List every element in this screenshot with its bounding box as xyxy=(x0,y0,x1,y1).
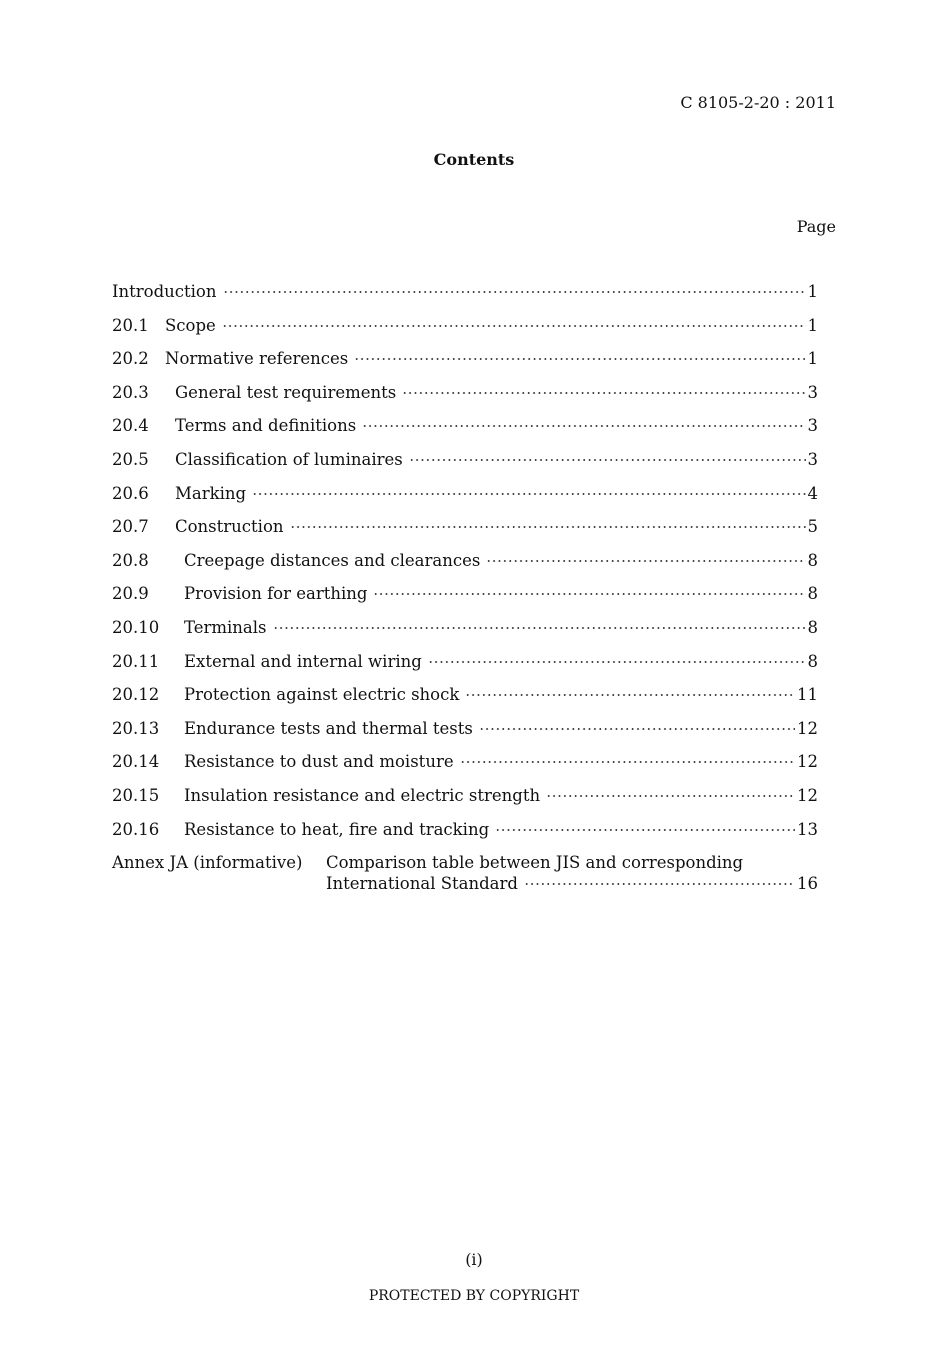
section-number: 20.13 xyxy=(112,718,160,738)
dot-leader xyxy=(252,489,805,499)
page-number: 1 xyxy=(807,349,818,369)
page-folio: (i) xyxy=(465,1250,483,1269)
page-number: 8 xyxy=(807,617,818,637)
section-number: 20.3 xyxy=(112,382,149,402)
standard-number: C 8105-2-20 : 2011 xyxy=(680,93,836,112)
section-number: 20.2 xyxy=(112,349,149,369)
page-number: 12 xyxy=(797,752,818,772)
section-title: Creepage distances and clearances xyxy=(184,550,481,570)
toc-entry[interactable] xyxy=(112,450,818,484)
section-title: External and internal wiring xyxy=(184,651,422,671)
toc-entry[interactable] xyxy=(112,282,818,316)
section-number: 20.7 xyxy=(112,517,149,537)
dot-leader xyxy=(223,287,806,297)
page-number: 12 xyxy=(797,785,818,805)
toc-entry[interactable] xyxy=(112,517,818,551)
toc-entry[interactable] xyxy=(112,349,818,383)
section-number: 20.10 xyxy=(112,617,160,637)
table-of-contents xyxy=(112,282,818,893)
toc-entry[interactable] xyxy=(112,786,818,820)
section-title: Resistance to dust and moisture xyxy=(184,752,454,772)
copyright-notice: PROTECTED BY COPYRIGHT xyxy=(368,1288,580,1304)
section-title: Endurance tests and thermal tests xyxy=(184,718,473,738)
dot-leader xyxy=(273,623,806,633)
dot-leader xyxy=(486,556,805,566)
section-number: 20.16 xyxy=(112,819,160,839)
page-number: 12 xyxy=(797,718,818,738)
toc-entry[interactable] xyxy=(112,652,818,686)
toc-entry[interactable] xyxy=(112,584,818,618)
page-number: 3 xyxy=(807,382,818,402)
section-title: Introduction xyxy=(112,282,217,301)
toc-entry[interactable] xyxy=(112,484,818,518)
dot-leader xyxy=(402,388,805,398)
page-number: 8 xyxy=(807,550,818,570)
toc-entry[interactable] xyxy=(112,618,818,652)
page-number: 8 xyxy=(807,651,818,671)
dot-leader xyxy=(546,791,795,801)
page-number: 16 xyxy=(797,874,818,894)
section-title: Resistance to heat, fire and tracking xyxy=(184,819,490,839)
toc-entry[interactable] xyxy=(112,685,818,719)
dot-leader xyxy=(354,354,805,364)
section-title: General test requirements xyxy=(175,382,397,402)
page-number: 8 xyxy=(807,584,818,604)
page-number: 1 xyxy=(807,282,818,301)
page-number: 3 xyxy=(807,416,818,436)
section-title: Insulation resistance and electric strength xyxy=(184,785,541,805)
toc-entry[interactable] xyxy=(112,719,818,753)
section-number: 20.11 xyxy=(112,651,160,671)
section-number: 20.8 xyxy=(112,550,149,570)
page-number: 3 xyxy=(807,449,818,469)
dot-leader xyxy=(222,321,806,331)
section-number: 20.4 xyxy=(112,416,149,436)
section-title: Scope xyxy=(165,315,216,335)
toc-entry[interactable] xyxy=(112,416,818,450)
dot-leader xyxy=(465,690,795,700)
section-number: 20.12 xyxy=(112,685,160,705)
page-column-label: Page xyxy=(796,217,836,236)
dot-leader xyxy=(479,724,795,734)
dot-leader xyxy=(524,879,795,889)
page-title: Contents xyxy=(433,150,515,169)
annex-label: Annex JA (informative) xyxy=(112,853,303,873)
section-number: 20.15 xyxy=(112,785,160,805)
section-number: 20.1 xyxy=(112,315,149,335)
page-number: 5 xyxy=(807,517,818,537)
toc-entry[interactable] xyxy=(112,551,818,585)
toc-entry-annex[interactable] xyxy=(112,853,818,893)
page-number: 13 xyxy=(797,819,818,839)
toc-entry[interactable] xyxy=(112,820,818,854)
section-title: Normative references xyxy=(165,349,349,369)
dot-leader xyxy=(373,589,805,599)
section-title: Terms and definitions xyxy=(175,416,357,436)
dot-leader xyxy=(409,455,806,465)
dot-leader xyxy=(290,522,806,532)
dot-leader xyxy=(428,657,806,667)
section-title: Construction xyxy=(175,517,284,537)
section-title: Marking xyxy=(175,483,247,503)
toc-entry[interactable] xyxy=(112,752,818,786)
page-number: 4 xyxy=(807,483,818,503)
dot-leader xyxy=(460,757,795,767)
toc-entry[interactable] xyxy=(112,316,818,350)
annex-title-line1: Comparison table between JIS and corresponding xyxy=(326,853,744,873)
page-number: 1 xyxy=(807,315,818,335)
section-number: 20.5 xyxy=(112,449,149,469)
section-title: Provision for earthing xyxy=(184,584,368,604)
section-number: 20.6 xyxy=(112,483,149,503)
dot-leader xyxy=(495,825,795,835)
page-number: 11 xyxy=(797,685,818,705)
section-number: 20.14 xyxy=(112,752,160,772)
section-title: Classification of luminaires xyxy=(175,449,403,469)
section-title: Terminals xyxy=(184,617,267,637)
section-title: Protection against electric shock xyxy=(184,685,460,705)
section-number: 20.9 xyxy=(112,584,149,604)
dot-leader xyxy=(362,421,805,431)
toc-entry[interactable] xyxy=(112,383,818,417)
annex-title-line2: International Standard xyxy=(326,874,518,894)
